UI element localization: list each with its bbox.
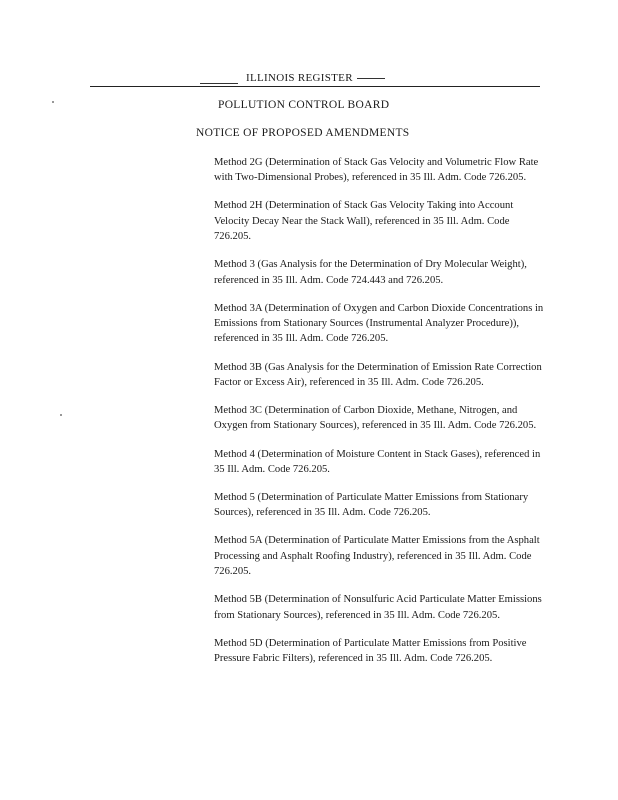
method-2g: Method 2G (Determination of Stack Gas Velocity and Volumetric Flow Rate with Two-Dimensional Probes), referenced in 35 Ill. Adm. Code 726.205. <box>214 157 539 184</box>
method-3b: Method 3B (Gas Analysis for the Determination of Emission Rate Correction Factor or Excess Air), referenced in 35 Ill. Adm. Code 726.205. <box>214 361 542 388</box>
header-underline-left <box>200 83 238 84</box>
notice-title: NOTICE OF PROPOSED AMENDMENTS <box>196 127 410 139</box>
register-title <box>246 72 385 84</box>
header-underline-right <box>357 78 385 79</box>
method-5a: Method 5A (Determination of Particulate Matter Emissions from the Asphalt Processing and Asphalt Roofing Industry), referenced in 35 Ill. Adm. Code 726.205. <box>214 535 540 578</box>
scan-speck <box>52 101 54 103</box>
method-4: Method 4 (Determination of Moisture Content in Stack Gases), referenced in 35 Ill. Adm. Code 726.205. <box>214 448 541 475</box>
method-3a: Method 3A (Determination of Oxygen and Carbon Dioxide Concentrations in Emissions from Stationary Sources (Instrumental Analyzer Procedure)), referenced in 35 Ill. Adm. Code 726.205. <box>214 302 544 345</box>
header-rule <box>90 86 540 87</box>
board-title: POLLUTION CONTROL BOARD <box>218 99 390 111</box>
method-2h: Method 2H (Determination of Stack Gas Velocity Taking into Account Velocity Decay Near the Stack Wall), referenced in 35 Ill. Adm. Code 726.205. <box>214 200 514 243</box>
method-5: Method 5 (Determination of Particulate Matter Emissions from Stationary Sources), referenced in 35 Ill. Adm. Code 726.205. <box>214 491 529 519</box>
method-list <box>214 155 549 679</box>
scan-speck <box>60 414 62 416</box>
method-5d: Method 5D (Determination of Particulate Matter Emissions from Positive Pressure Fabric Filters), referenced in 35 Ill. Adm. Code 726.205. <box>214 637 527 665</box>
method-3: Method 3 (Gas Analysis for the Determination of Dry Molecular Weight), referenced in 35 Ill. Adm. Code 724.443 and 726.205. <box>214 259 527 286</box>
method-3c: Method 3C (Determination of Carbon Dioxide, Methane, Nitrogen, and Oxygen from Stationary Sources), referenced in 35 Ill. Adm. Code 726.205. <box>214 405 537 432</box>
register-title-text: ILLINOIS REGISTER <box>246 72 353 84</box>
method-5b: Method 5B (Determination of Nonsulfuric Acid Particulate Matter Emissions from Stationary Sources), referenced in 35 Ill. Adm. Code 726.205. <box>214 594 542 621</box>
